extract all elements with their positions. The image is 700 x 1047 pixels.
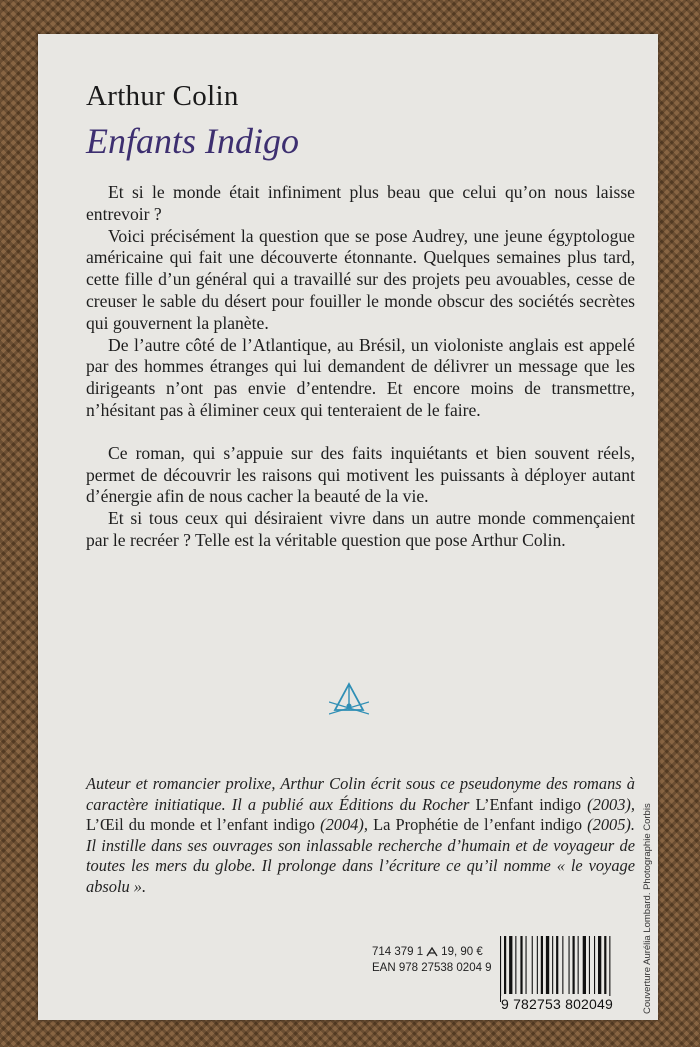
price: 19, 90 € [441,946,483,958]
barcode-number: 9 782753 802049 [501,996,613,1012]
barcode-bar [609,936,610,1002]
product-code: 714 379 1 [372,946,424,958]
barcode-bar [573,936,575,994]
barcode-bar [526,936,527,994]
book-reference: L’Enfant indigo [475,794,582,814]
author-bio [86,774,635,898]
barcode-bar [541,936,543,994]
author-name: Arthur Colin [86,80,239,112]
barcode-bar [578,936,579,994]
barcode-bar [532,936,533,994]
blurb-paragraph: Et si le monde était infiniment plus beau que celui qu’on nous laisse entrevoir ? [86,182,635,224]
blurb [86,182,635,552]
barcode-bar [556,936,558,994]
book-year: (2005). [582,815,635,835]
barcode-bar [589,936,590,994]
barcode-bar [569,936,570,994]
ean-code: EAN 978 27538 0204 9 [372,962,492,974]
blurb-paragraph: De l’autre côté de l’Atlantique, au Brésil, un violoniste anglais est appelé par des hommes étranges qui lui demandent de délivrer un message que les dirigeants n’ont pas envie d’entendre. Et encore moins de transmettre, n’hésitant pas à éliminer ceux qui tenteraient de le faire. [86,334,635,420]
barcode-bar [537,936,538,994]
barcode-bar [515,936,516,994]
bio-text: Il instille dans ses ouvrages son inlassable recherche d’humain et de voyageur de toutes les mers du globe. Il prolonge dans l’écriture ce qu’il nomme « le voyage absolu ». [86,835,635,896]
barcode-bar [509,936,512,994]
barcode-bar [562,936,563,994]
barcode-bar [583,936,586,994]
barcode-bar [552,936,553,994]
barcode-bar [598,936,601,994]
barcode-bar [604,936,606,994]
barcode-bar [500,936,501,1002]
blurb-paragraph: Et si tous ceux qui désiraient vivre dans un autre monde commençaient par le recréer ? Telle est la véritable question que pose Arthur Colin. [86,508,635,550]
barcode-bar [520,936,522,994]
publisher-logo-icon [426,947,438,957]
bio-text: Auteur et romancier prolixe, Arthur Colin écrit sous ce pseudonyme des romans à caractère initiatique. Il a publié aux Éditions du Rocher [86,774,635,814]
cover-credit: Couverture Aurélia Lombard. Photographie Corbis [642,803,653,1014]
book-back-cover [38,34,658,1020]
book-title: Enfants Indigo [86,121,299,161]
blurb-paragraph: Ce roman, qui s’appuie sur des faits inquiétants et bien souvent réels, permet de découvrir les raisons qui motivent les puissants à déployer autant d’énergie afin de nous cacher la beauté de la vie. [86,442,635,507]
blurb-paragraph: Voici précisément la question que se pose Audrey, une jeune égyptologue américaine qui fait une découverte étonnante. Quelques semaines plus tard, cette fille d’un général qui a travaillé sur des projets peu avouables, cesse de creuser le sable du désert pour fouiller le monde obscur des sociétés secrètes qui gouvernent la planète. [86,225,635,333]
book-year: (2003), [581,794,635,814]
barcode-bar [546,936,549,994]
price-block [372,944,492,976]
barcode-bar [504,936,506,994]
book-reference: La Prophétie de l’enfant indigo [373,815,583,835]
triangle-emblem-icon [329,680,369,720]
barcode-bar [594,936,595,994]
book-year: (2004), [315,815,374,835]
barcode [498,934,628,1004]
book-reference: L’Œil du monde et l’enfant indigo [86,815,315,835]
